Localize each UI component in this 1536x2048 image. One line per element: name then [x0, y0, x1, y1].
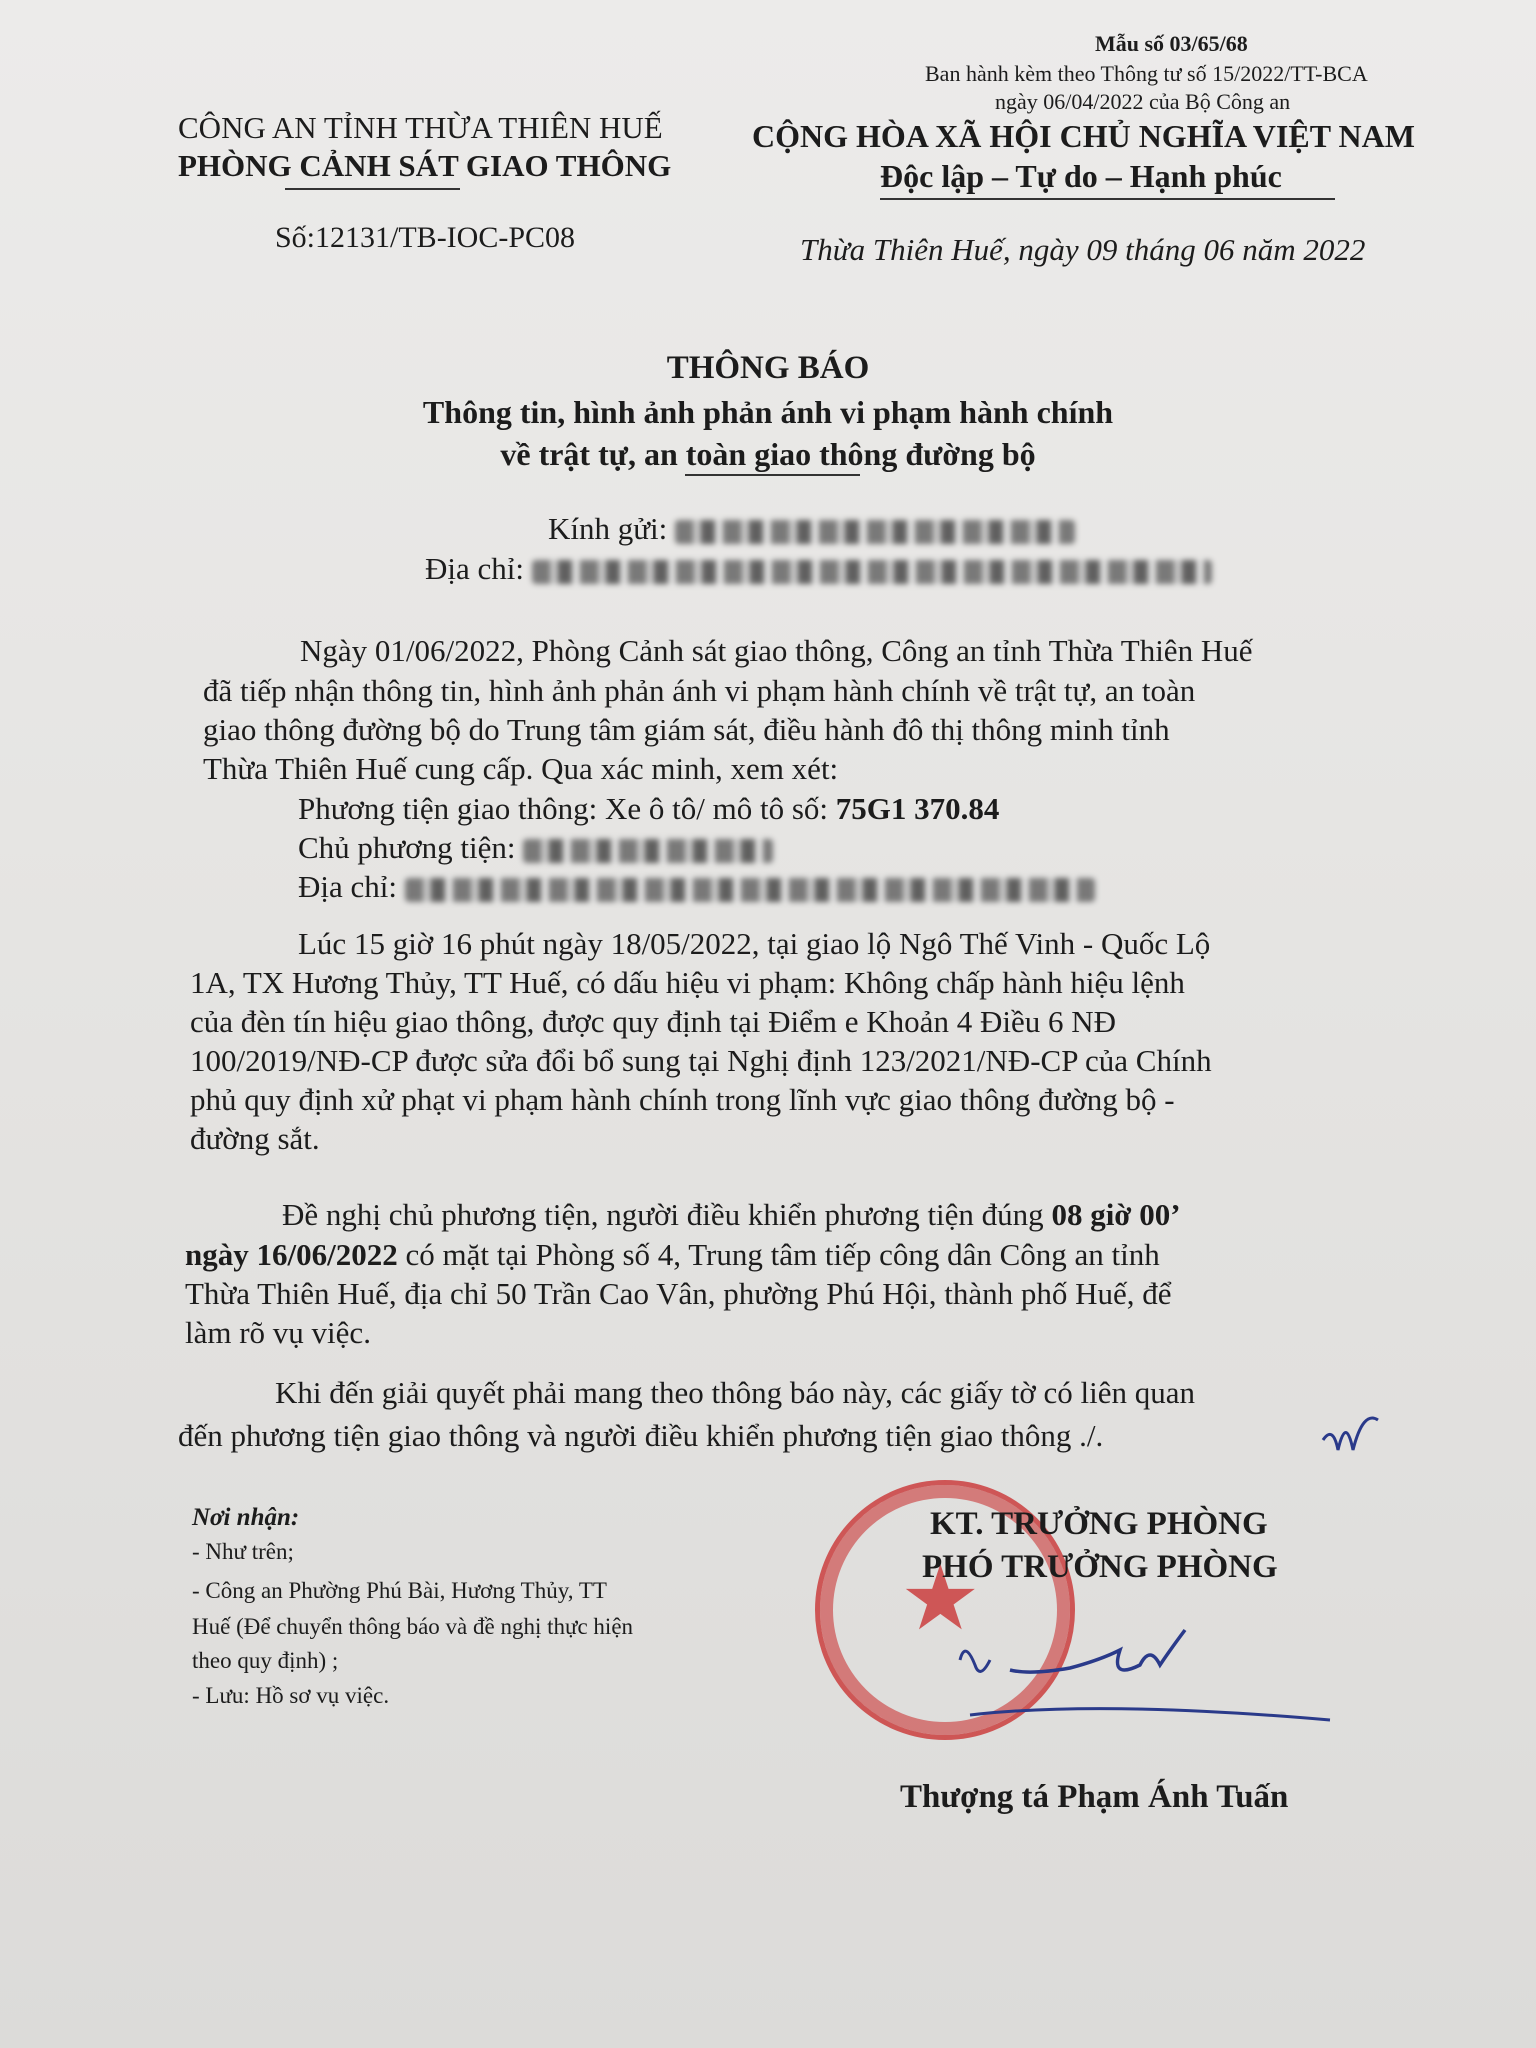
signer-title-1: KT. TRƯỞNG PHÒNG [930, 1506, 1268, 1542]
para3-line2-text: có mặt tại Phòng số 4, Trung tâm tiếp công dân Công an tỉnh [405, 1237, 1160, 1272]
owner-label: Chủ phương tiện: [298, 830, 516, 865]
para4-line2: đến phương tiện giao thông và người điều khiển phương tiện giao thông ./. [178, 1418, 1104, 1453]
issued-with-line2: ngày 06/04/2022 của Bộ Công an [995, 89, 1291, 114]
initials-mark [1318, 1405, 1388, 1465]
para2-line4: 100/2019/NĐ-CP được sửa đổi bổ sung tại Nghị định 123/2021/NĐ-CP của Chính [190, 1043, 1212, 1078]
document-title: THÔNG BÁO [666, 350, 870, 386]
redacted-owner [523, 839, 773, 863]
redacted-owner-address [405, 878, 1095, 902]
document-subtitle-1: Thông tin, hình ảnh phản ánh vi phạm hành chính [422, 394, 1114, 430]
para1-line3: giao thông đường bộ do Trung tâm giám sát, điều hành đô thị thông minh tỉnh [203, 712, 1170, 747]
recipient-4: theo quy định) ; [192, 1648, 339, 1673]
owner-address-row [298, 868, 1095, 907]
vehicle-label: Phương tiện giao thông: Xe ô tô/ mô tô số: [298, 791, 829, 826]
para1-line2: đã tiếp nhận thông tin, hình ảnh phản ánh vi phạm hành chính về trật tự, an toàn [203, 673, 1196, 708]
redacted-addressee-address [532, 560, 1212, 584]
handwritten-signature [950, 1620, 1350, 1740]
para2-line2: 1A, TX Hương Thủy, TT Huế, có dấu hiệu vi phạm: Không chấp hành hiệu lệnh [190, 965, 1185, 1000]
place-date: Thừa Thiên Huế, ngày 09 tháng 06 năm 2022 [800, 232, 1366, 267]
para1-line1: Ngày 01/06/2022, Phòng Cảnh sát giao thông, Công an tỉnh Thừa Thiên Huế [300, 633, 1253, 668]
signer-name: Thượng tá Phạm Ánh Tuấn [900, 1779, 1289, 1815]
motto: Độc lập – Tự do – Hạnh phúc [880, 158, 1282, 194]
agency-parent: CÔNG AN TỈNH THỪA THIÊN HUẾ [178, 110, 663, 145]
para3-line1 [282, 1196, 1181, 1235]
subtitle-underline [685, 474, 860, 476]
appointment-time: 08 giờ 00’ [1051, 1197, 1181, 1232]
recipient-5: - Lưu: Hồ sơ vụ việc. [192, 1683, 390, 1708]
recipient-1: - Như trên; [192, 1539, 294, 1564]
addressee-label: Kính gửi: [548, 511, 668, 546]
addressee-address-row [425, 550, 1212, 589]
addressee-row [548, 510, 1075, 549]
document-subtitle-2: về trật tự, an toàn giao thông đường bộ [500, 436, 1036, 472]
recipients-label: Nơi nhận: [192, 1504, 300, 1531]
para3-line3: Thừa Thiên Huế, địa chỉ 50 Trần Cao Vân, phường Phú Hội, thành phố Huế, để [185, 1276, 1172, 1311]
owner-row [298, 829, 773, 868]
para2-line5: phủ quy định xử phạt vi phạm hành chính trong lĩnh vực giao thông đường bộ - [190, 1082, 1175, 1117]
issued-with-line1: Ban hành kèm theo Thông tư số 15/2022/TT-BCA [925, 61, 1368, 86]
appointment-date: ngày 16/06/2022 [185, 1237, 398, 1272]
para1-line4: Thừa Thiên Huế cung cấp. Qua xác minh, xem xét: [203, 751, 839, 786]
para4-line1: Khi đến giải quyết phải mang theo thông báo này, các giấy tờ có liên quan [275, 1375, 1196, 1410]
owner-address-label: Địa chỉ: [298, 869, 397, 904]
vehicle-plate: 75G1 370.84 [835, 791, 1000, 826]
agency-underline [285, 188, 460, 190]
recipient-2: - Công an Phường Phú Bài, Hương Thủy, TT [192, 1578, 607, 1603]
redacted-addressee [675, 520, 1075, 544]
motto-underline [880, 198, 1335, 200]
para3-line4: làm rõ vụ việc. [185, 1315, 371, 1350]
addressee-address-label: Địa chỉ: [425, 551, 524, 586]
para2-line1: Lúc 15 giờ 16 phút ngày 18/05/2022, tại giao lộ Ngô Thế Vinh - Quốc Lộ [298, 926, 1211, 961]
para3-line1-text: Đề nghị chủ phương tiện, người điều khiển phương tiện đúng [282, 1197, 1044, 1232]
para2-line6: đường sắt. [190, 1121, 320, 1156]
para3-line2 [185, 1236, 1160, 1275]
nation-name: CỘNG HÒA XÃ HỘI CHỦ NGHĨA VIỆT NAM [752, 118, 1415, 154]
document-number: Số:12131/TB-IOC-PC08 [275, 221, 576, 254]
agency-name: PHÒNG CẢNH SÁT GIAO THÔNG [178, 148, 672, 183]
star-icon: ★ [900, 1550, 981, 1649]
signer-title-2: PHÓ TRƯỞNG PHÒNG [922, 1549, 1278, 1585]
form-number: Mẫu số 03/65/68 [1095, 31, 1248, 56]
vehicle-row [298, 790, 999, 829]
recipient-3: Huế (Để chuyển thông báo và đề nghị thực hiện [192, 1614, 634, 1639]
para2-line3: của đèn tín hiệu giao thông, được quy định tại Điểm e Khoản 4 Điều 6 NĐ [190, 1004, 1116, 1039]
